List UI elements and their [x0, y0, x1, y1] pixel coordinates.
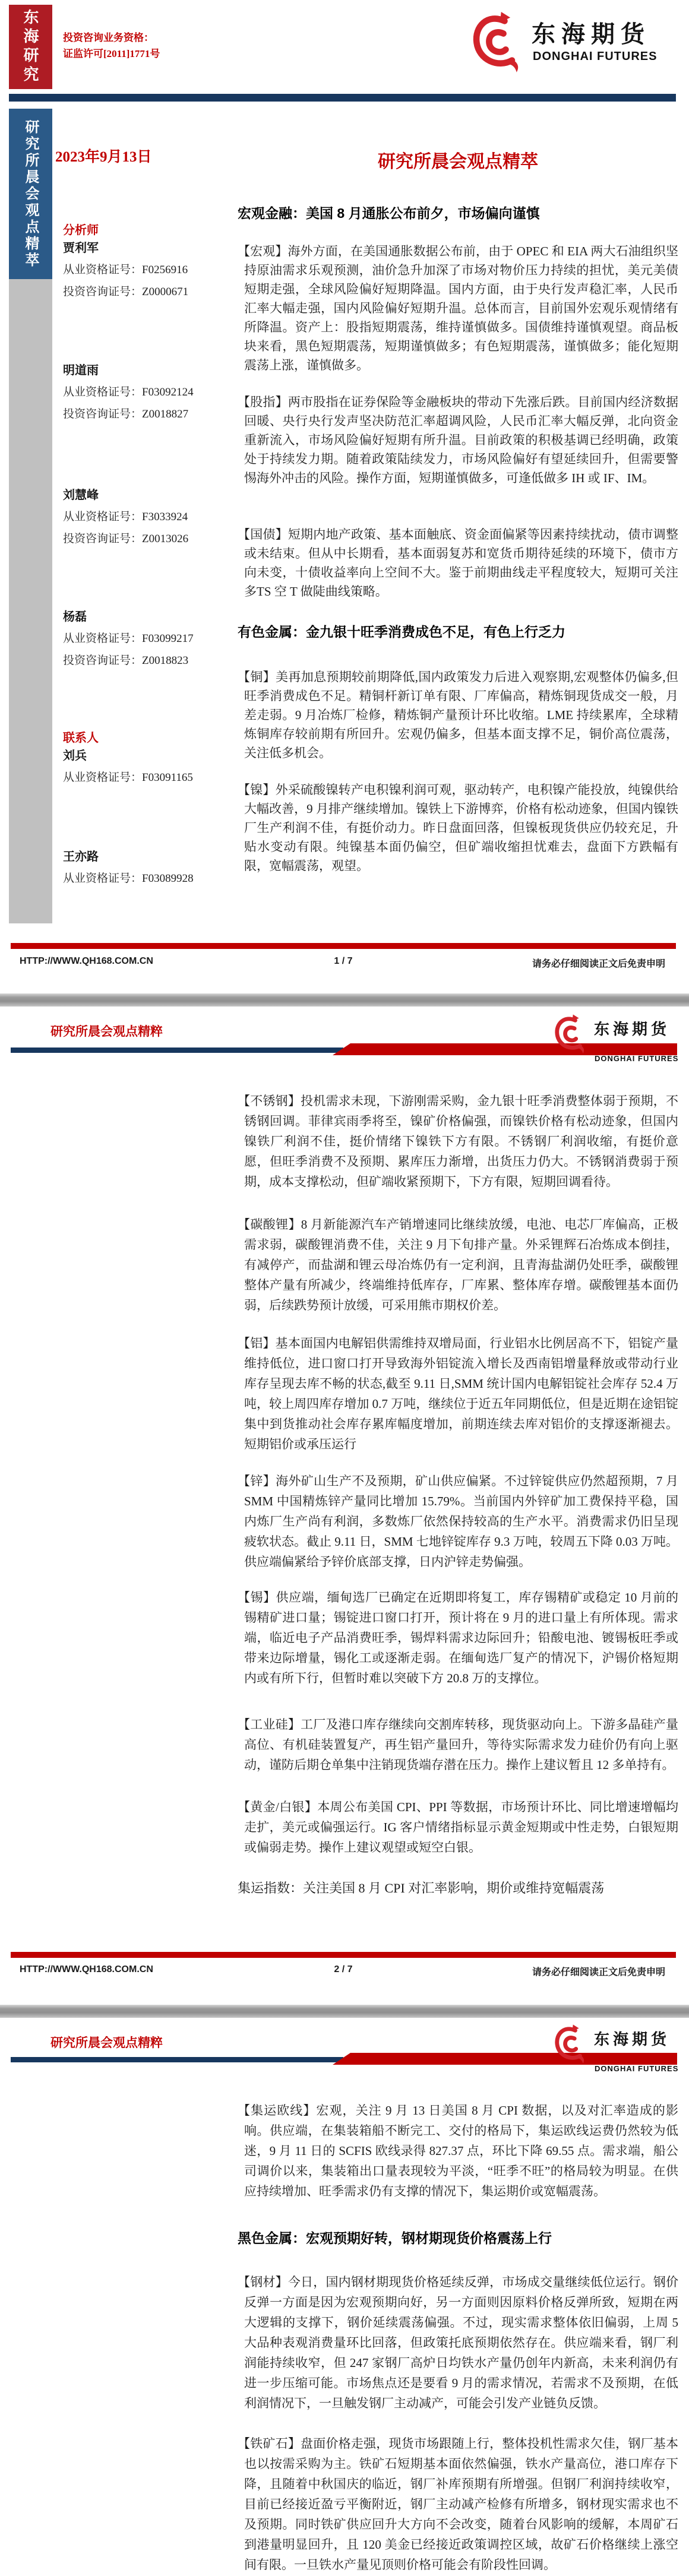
paragraph-gold-silver: 【黄金/白银】本周公布美国 CPI、PPI 等数据，市场预计环比、同比增速增幅均走扩，美元或偏强运行。IG 客户情绪指标显示黄金短期或中性走势，白银短期或偏弱走势。操作上建议观望或短空白银。	[238, 1800, 678, 1855]
page-title: 研究所晨会观点精萃	[378, 152, 538, 172]
paragraph-equity-index: 【股指】两市股指在证券保险等金融板块的带动下先涨后跌。目前国内经济数据回暖、央行央行发声坚决防范汇率超调风险，人民币汇率大幅反弹，北向资金重新流入，市场风险偏好短期有所升温。目前政策的积极基调已经明确，政策处于持续发力期。随着政策陆续发力，市场风险偏好有望延续回升，但需要警惕海外冲击的风险。操作方面，短期谨慎做多，可逢低做多 IH 或 IF、IM。	[238, 395, 678, 485]
paragraph-copper: 【铜】美再加息预期较前期降低,国内政策发力后进入观察期,宏观整体仍偏多,但旺季消费成色不足。精铜杆新订单有限、厂库偏高，精炼铜现货成交一般，月差走弱。9 月冶炼厂检修，精炼铜产量预计环比收缩。LME 持续累库，全球精炼铜库存较前期有所回升。宏观仍偏多，但基本面支撑不足，铜价高位震荡，关注低多机会。	[238, 670, 678, 760]
report-date: 2023年9月13日	[55, 149, 152, 165]
analyst-item	[63, 363, 232, 422]
analyst-advisory: 投资咨询证号：Z0013026	[63, 533, 189, 545]
section-heading-black-metals: 黑色金属：宏观预期好转，钢材期现货价格震荡上行	[238, 2230, 552, 2246]
analyst-name: 刘慧峰	[63, 489, 99, 502]
contact-name: 王亦路	[63, 850, 99, 863]
analyst-item	[63, 241, 232, 299]
analyst-item	[63, 610, 232, 668]
footer-page-number: 2 / 7	[334, 1964, 353, 1974]
logo-brand-cn: 东海期货	[594, 1021, 671, 1038]
logo-brand-en: DONGHAI FUTURES	[533, 50, 658, 63]
footer-url: HTTP://WWW.QH168.COM.CN	[20, 956, 153, 966]
footer-red-bar	[11, 1952, 676, 1958]
page-header-title: 研究所晨会观点精粹	[50, 1025, 163, 1039]
paragraph-stainless-steel: 【不锈钢】投机需求未现，下游刚需采购，金九银十旺季消费整体弱于预期，不锈钢回调。菲律宾雨季将至，镍矿价格偏强，而镍铁价格有松动迹象，但国内镍铁厂利润不佳，挺价情绪下镍铁下方有限。不锈钢厂利润收缩，有挺价意愿，但旺季消费不及预期、累库压力渐增，出货压力仍大。不锈钢消费弱于预期，成本支撑松动，但矿端收紧预期下，下方有限，短期回调看待。	[238, 1094, 678, 1189]
header-blue-bar	[11, 1048, 343, 1053]
analyst-qualification: 从业资格证号：F0256916	[63, 264, 188, 276]
footer-disclaimer: 请务必仔细阅读正文后免责申明	[532, 1967, 665, 1977]
analyst-name: 贾利军	[63, 242, 99, 255]
contact-name: 刘兵	[63, 749, 87, 762]
credential-line-1: 投资咨询业务资格：	[63, 32, 154, 43]
section-heading-nonferrous: 有色金属：金九银十旺季消费成色不足，有色上行乏力	[238, 624, 565, 640]
analyst-qualification: 从业资格证号：F03099217	[63, 632, 194, 645]
analyst-qualification: 从业资格证号：F3033924	[63, 511, 188, 523]
paragraph-zinc: 【锌】海外矿山生产不及预期，矿山供应偏紧。不过锌锭供应仍然超预期，7 月SMM 中国精炼锌产量同比增加 15.79%。当前国内外锌矿加工费保持平稳，国内炼厂生产尚有利润，多数炼厂依然保持较高的生产水平。消费需求仍旧呈现疲软状态。截止 9.11 日，SMM 七地锌锭库存 9.3 万吨，较周五下降 0.03 万吨。供应端偏紧给予锌价底部支撑，日内沪锌走势偏强。	[238, 1474, 678, 1569]
contact-qualification: 从业资格证号：F03089928	[63, 872, 194, 885]
paragraph-steel: 【钢材】今日，国内钢材期现货价格延续反弹，市场成交量继续低位运行。钢价反弹一方面是因为宏观预期向好，另一方面则因原料价格反弹所致，短期在两大逻辑的支撑下，钢价延续震荡偏强。不过，现实需求整体依旧偏弱，上周 5 大品种表观消费量环比回落，但政策托底预期依然存在。供应端来看，钢厂利润能持续收窄，但 247 家钢厂高炉日均铁水产量仍创年内新高，未来利润仍有进一步压缩可能。市场焦点还是要看 9 月的需求情况，若需求不及预期，在低利润情况下，一旦触发钢厂主动减产，可能会引发产业链负反馈。	[238, 2275, 678, 2410]
section-line-shipping-index: 集运指数：关注美国 8 月 CPI 对汇率影响，期价或维持宽幅震荡	[238, 1881, 605, 1895]
header-navy-bar	[9, 94, 676, 102]
analyst-item	[63, 488, 232, 546]
paragraph-eu-shipping-line: 【集运欧线】宏观，关注 9 月 13 日美国 8 月 CPI 数据，以及对汇率造成的影响。供应端，在集装箱船不断完工、交付的格局下，集运欧线运费仍然较为低迷，9 月 11 日的 SCFIS 欧线录得 827.37 点，环比下降 69.55 点。需求端，船公司调价以来，集装箱出口量表现较为平淡，“旺季不旺”的格局较为明显。在供应持续增加、旺季需求仍有支撑的情况下，集运期价或宽幅震荡。	[238, 2103, 678, 2198]
logo-brand-cn: 东海期货	[532, 21, 650, 48]
company-logo-small	[552, 2018, 680, 2074]
contact-item	[63, 850, 232, 886]
paragraph-nickel: 【镍】外采硫酸镍转产电积镍利润可观，驱动转产，电积镍产能投放，纯镍供给大幅改善，9 月排产继续增加。镍铁上下游博弈，价格有松动迹象，但国内镍铁厂生产利润不佳，有挺价动力。昨日盘面回落，但镍板现货供应仍较充足，升贴水变动有限。纯镍基本面仍偏空，但矿端收缩担忧难去，盘面下方跌幅有限，宽幅震荡，观望。	[238, 783, 678, 873]
paragraph-tin: 【锡】供应端，缅甸选厂已确定在近期即将复工，库存锡精矿或稳定 10 月前的锡精矿进口量；锡锭进口窗口打开，预计将在 9 月的进口量上有所体现。需求端，临近电子产品消费旺季，锡焊料需求边际回升；铅酸电池、镀锡板旺季或带来边际增量，锡化工或逐渐走弱。在缅甸选厂复产的情况下，沪锡价格短期内或有所下行，但暂时难以突破下方 20.8 万的支撑位。	[238, 1590, 678, 1685]
page-1	[0, 0, 689, 993]
paragraph-macro: 【宏观】海外方面，在美国通胀数据公布前，由于 OPEC 和 EIA 两大石油组织坚持原油需求乐观预测，油价急升加深了市场对物价压力持续的担忧，美元美债短期走强，全球风险偏好短期降温。国内方面，由于央行发声稳汇率，人民币汇率大幅走强，国内风险偏好短期升温。总体而言，目前国外宏观乐观情绪有所降温。资产上：股指短期震荡，维持谨慎做多。国债维持谨慎观望。商品板块来看，黑色短期震荡，短期谨慎做多；有色短期震荡，谨慎做多；能化短期震荡上涨，谨慎做多。	[238, 244, 678, 372]
dragon-logo-icon	[469, 10, 526, 72]
page-separator-band	[0, 993, 689, 1007]
page-separator-band	[0, 2005, 689, 2018]
footer-disclaimer: 请务必仔细阅读正文后免责申明	[532, 959, 665, 969]
page-3	[0, 2018, 689, 2576]
company-logo	[469, 7, 677, 75]
contacts-label: 联系人	[63, 732, 99, 745]
dragon-logo-icon	[552, 2023, 589, 2064]
footer-row	[11, 1964, 676, 1979]
sidebar-vertical-title: 研究所晨会观点精萃	[23, 119, 39, 269]
page-2	[0, 1007, 689, 2005]
logo-brand-en: DONGHAI FUTURES	[595, 1054, 679, 1063]
paragraph-bonds: 【国债】短期内地产政策、基本面触底、资金面偏紧等因素持续扰动，债市调整或未结束。但从中长期看，基本面弱复苏和宽货币期待延续的环境下，债市方向未变，十债收益率向上空间不大。鉴于前期曲线走平程度较大，短期可关注多TS 空 T 做陡曲线策略。	[238, 527, 678, 599]
paragraph-industrial-silicon: 【工业硅】工厂及港口库存继续向交割库转移，现货驱动向上。下游多晶硅产量高位、有机硅装置复产，再生铝产量回升，等待实际需求发力硅价仍有向上驱动，谨防后期仓单集中注销现货端存潜在压力。操作上建议暂且 12 多单持有。	[238, 1717, 678, 1772]
logo-brand-en: DONGHAI FUTURES	[595, 2064, 679, 2073]
credential-line-2: 证监许可[2011]1771号	[63, 48, 160, 59]
analyst-advisory: 投资咨询证号：Z0000671	[63, 286, 189, 298]
analyst-name: 杨磊	[63, 610, 87, 624]
company-logo-small	[552, 1008, 680, 1064]
footer-page-number: 1 / 7	[334, 956, 353, 966]
page-header-title: 研究所晨会观点精粹	[50, 2036, 163, 2050]
analyst-advisory: 投资咨询证号：Z0018823	[63, 654, 189, 667]
dragon-logo-icon	[552, 1012, 589, 1054]
paragraph-aluminum: 【铝】基本面国内电解铝供需维持双增局面，行业铝水比例居高不下，铝锭产量维持低位，进口窗口打开导致海外铝锭流入增长及西南铝增量释放或带动行业库存呈现去库不畅的状态,截至 9.11 日,SMM 统计国内电解铝锭社会库存 52.4 万吨，较上周四库存增加 0.7 万吨，继续位于近五年同期低位，但是近期在途铝锭集中到货推动社会库存累库幅度增加，前期连续去库对铝价的支撑逐渐褪去。短期铝价或承压运行	[238, 1336, 678, 1451]
analysts-label: 分析师	[63, 224, 99, 237]
analyst-advisory: 投资咨询证号：Z0018827	[63, 408, 189, 420]
paragraph-iron-ore: 【铁矿石】盘面价格走强，现货市场跟随上行，整体投机性需求欠佳，钢厂基本也以按需采购为主。铁矿石短期基本面依然偏强，铁水产量高位，港口库存下降，且随着中秋国庆的临近，钢厂补库预期有所增强。但钢厂利润持续收窄，目前已经接近盈亏平衡附近，钢厂主动减产检修有所增多，钢材现实需求也不及预期。同时铁矿供应回升大方向不会改变，随着台风影响的缓解，本周矿石到港量明显回升，且 120 美金已经接近政策调控区域，故矿石价格继续上涨空间有限。一旦铁水产量见顶则价格可能会有阶段性回调。	[238, 2436, 678, 2572]
analyst-name: 明道雨	[63, 364, 99, 377]
footer-row	[11, 956, 676, 970]
contact-qualification: 从业资格证号：F03091165	[63, 771, 193, 784]
header-blue-bar	[11, 2057, 343, 2062]
contact-item	[63, 749, 232, 785]
section-heading-macro-finance: 宏观金融：美国 8 月通胀公布前夕，市场偏向谨慎	[238, 205, 540, 221]
sidebar-gray-block	[9, 279, 52, 923]
brand-red-block	[9, 5, 52, 89]
analyst-qualification: 从业资格证号：F03092124	[63, 386, 194, 398]
sidebar-blue-block	[9, 109, 52, 279]
footer-url: HTTP://WWW.QH168.COM.CN	[20, 1964, 153, 1974]
footer-red-bar	[11, 943, 676, 949]
logo-brand-cn: 东海期货	[594, 2031, 671, 2048]
brand-vertical-label: 东海研究	[21, 9, 39, 85]
paragraph-lithium-carbonate: 【碳酸锂】8 月新能源汽车产销增速同比继续放缓，电池、电芯厂库偏高，正极需求弱，碳酸锂消费不佳，关注 9 月下旬排产量。外采锂辉石冶炼成本倒挂，有减停产，而盐湖和锂云母冶炼仍有一定利润，且青海盐湖仍处旺季，碳酸锂整体产量有所减少，终端维持低库存，厂库累、整体库存增。碳酸锂基本面仍弱，后续跌势预计放缓，可采用熊市期权价差。	[238, 1217, 678, 1312]
credential-text	[63, 30, 160, 62]
